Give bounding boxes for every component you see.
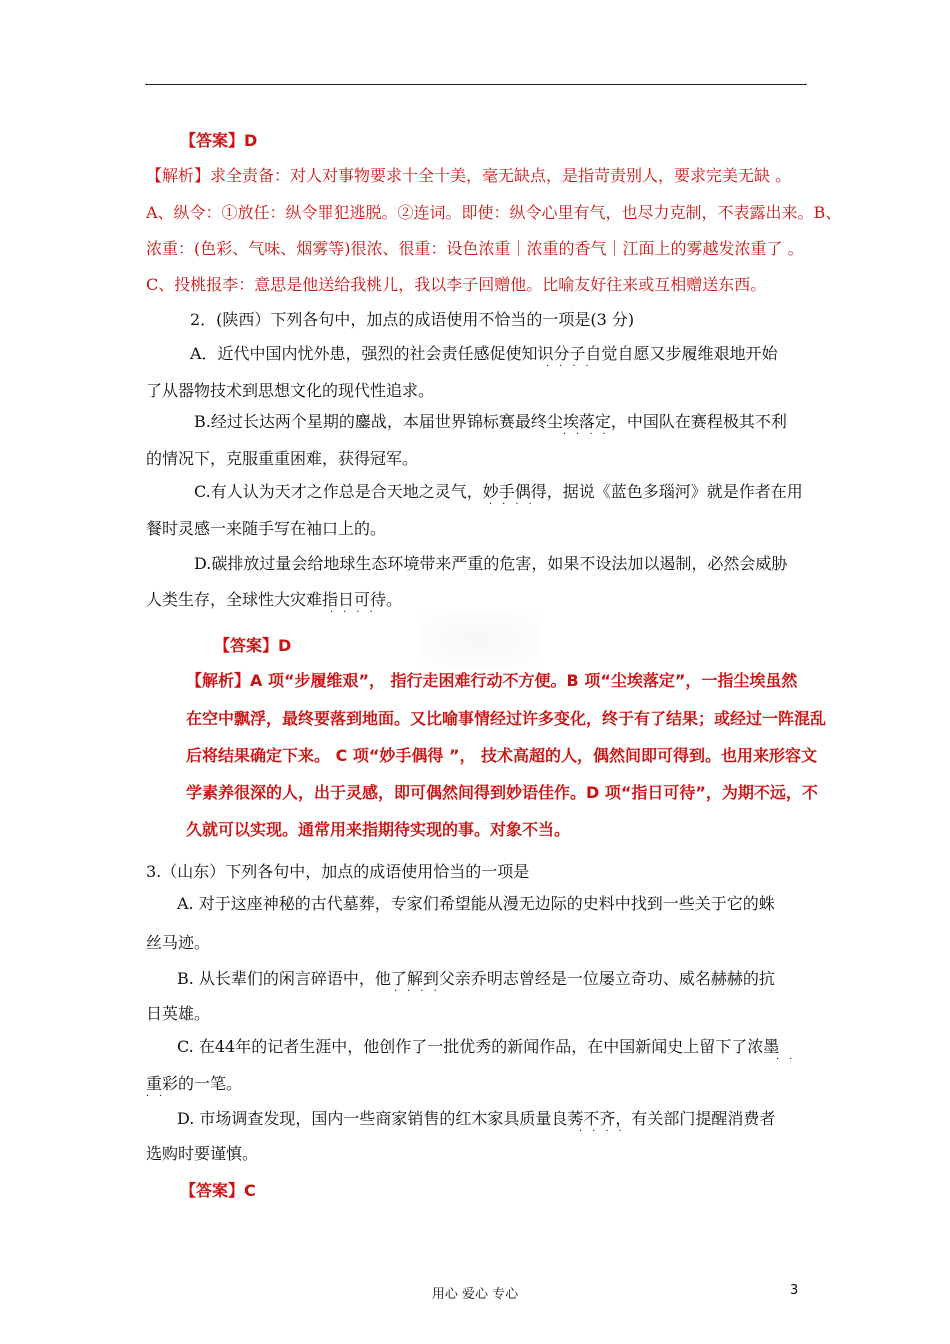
emphasis-dots: ···· <box>394 986 447 997</box>
page-number: 3 <box>790 1283 799 1298</box>
emphasis-dots: ···· <box>579 1126 632 1137</box>
option-a-line: 了从器物技术到思想文化的现代性追求。 <box>146 381 435 400</box>
question-stem: 2．(陕西）下列各句中，加点的成语使用不恰当的一项是(3 分) <box>190 310 635 329</box>
question-stem: 3.（山东）下列各句中，加点的成语使用恰当的一项是 <box>146 862 530 881</box>
emphasis-dots: ···· <box>330 607 383 618</box>
analysis-line: 后将结果确定下来。 C 项“妙手偶得 ”， 技术高超的人，偶然间即可得到。也用来形容文 <box>186 746 818 765</box>
analysis-line: C、投桃报李：意思是他送给我桃儿，我以李子回赠他。比喻友好往来或互相赠送东西。 <box>146 275 767 294</box>
option-b-line: B. 从长辈们的闲言碎语中，他了解到父亲乔明志曾经是一位屡立奇功、威名赫赫的抗 <box>177 969 775 988</box>
answer-label-1: 【答案】D <box>180 131 258 150</box>
option-c-line: C.有人认为天才之作总是合天地之灵气，妙手偶得，据说《蓝色多瑙河》就是作者在用 <box>194 482 803 501</box>
emphasis-dots: ·· <box>776 1054 803 1065</box>
option-d-line: D.碳排放过量会给地球生态环境带来严重的危害，如果不设法加以遏制，必然会威胁 <box>194 554 788 573</box>
analysis-line: 【解析】A 项“步履维艰”， 指行走困难行动不方便。B 项“尘埃落定”，一指尘埃虽然 <box>186 671 798 690</box>
option-b-line: B.经过长达两个星期的鏖战，本届世界锦标赛最终尘埃落定，中国队在赛程极其不利 <box>194 412 787 431</box>
option-a-line: A．近代中国内忧外患，强烈的社会责任感促使知识分子自觉自愿又步履维艰地开始 <box>190 344 778 363</box>
emphasis-dots: ···· <box>563 429 616 440</box>
option-b-line: 日英雄。 <box>146 1004 211 1023</box>
emphasis-dots: ···· <box>546 361 599 372</box>
emphasis-dots: ···· <box>489 499 542 510</box>
answer-label-3: 【答案】C <box>180 1181 256 1200</box>
emphasis-dots: ·· <box>146 1091 173 1102</box>
header-rule <box>145 84 807 85</box>
option-a-line: A. 对于这座神秘的古代墓葬，专家们希望能从漫无边际的史料中找到一些关于它的蛛 <box>177 894 775 913</box>
analysis-line: 学素养很深的人，出于灵感，即可偶然间得到妙语佳作。D 项“指日可待”，为期不远，不 <box>186 783 818 802</box>
option-d-line: D. 市场调查发现，国内一些商家销售的红木家具质量良莠不齐，有关部门提醒消费者 <box>177 1109 776 1128</box>
option-c-line: 餐时灵感一来随手写在袖口上的。 <box>146 519 387 538</box>
page-footer: 用心 爱心 专心 <box>431 1287 519 1302</box>
analysis-line: 在空中飘浮，最终要落到地面。又比喻事情经过许多变化，终于有了结果；或经过一阵混乱 <box>186 709 827 728</box>
option-b-line: 的情况下，克服重重困难，获得冠军。 <box>146 449 419 468</box>
option-d-line: 选购时要谨慎。 <box>146 1144 259 1163</box>
option-d-line: 人类生存，全球性大灾难指日可待。 <box>146 590 403 609</box>
option-a-line: 丝马迹。 <box>146 933 211 952</box>
analysis-line: 浓重：(色彩、气味、烟雾等)很浓、很重：设色浓重｜浓重的香气｜江面上的雾越发浓重了 。 <box>146 239 804 258</box>
option-c-line: 重彩的一笔。 <box>146 1074 243 1093</box>
analysis-line: 久就可以实现。通常用来指期待实现的事。对象不当。 <box>186 820 571 839</box>
option-c-line: C. 在44年的记者生涯中，他创作了一批优秀的新闻作品，在中国新闻史上留下了浓墨 <box>177 1037 780 1056</box>
analysis-line: 【解析】求全责备：对人对事物要求十全十美，毫无缺点，是指苛责别人，要求完美无缺 。 <box>146 166 792 185</box>
analysis-line: A、纵令：①放任：纵令罪犯逃脱。②连词。即使：纵令心里有气，也尽力克制，不表露出来。B、 <box>146 203 842 222</box>
watermark <box>420 610 540 670</box>
answer-label-2: 【答案】D <box>214 636 292 655</box>
